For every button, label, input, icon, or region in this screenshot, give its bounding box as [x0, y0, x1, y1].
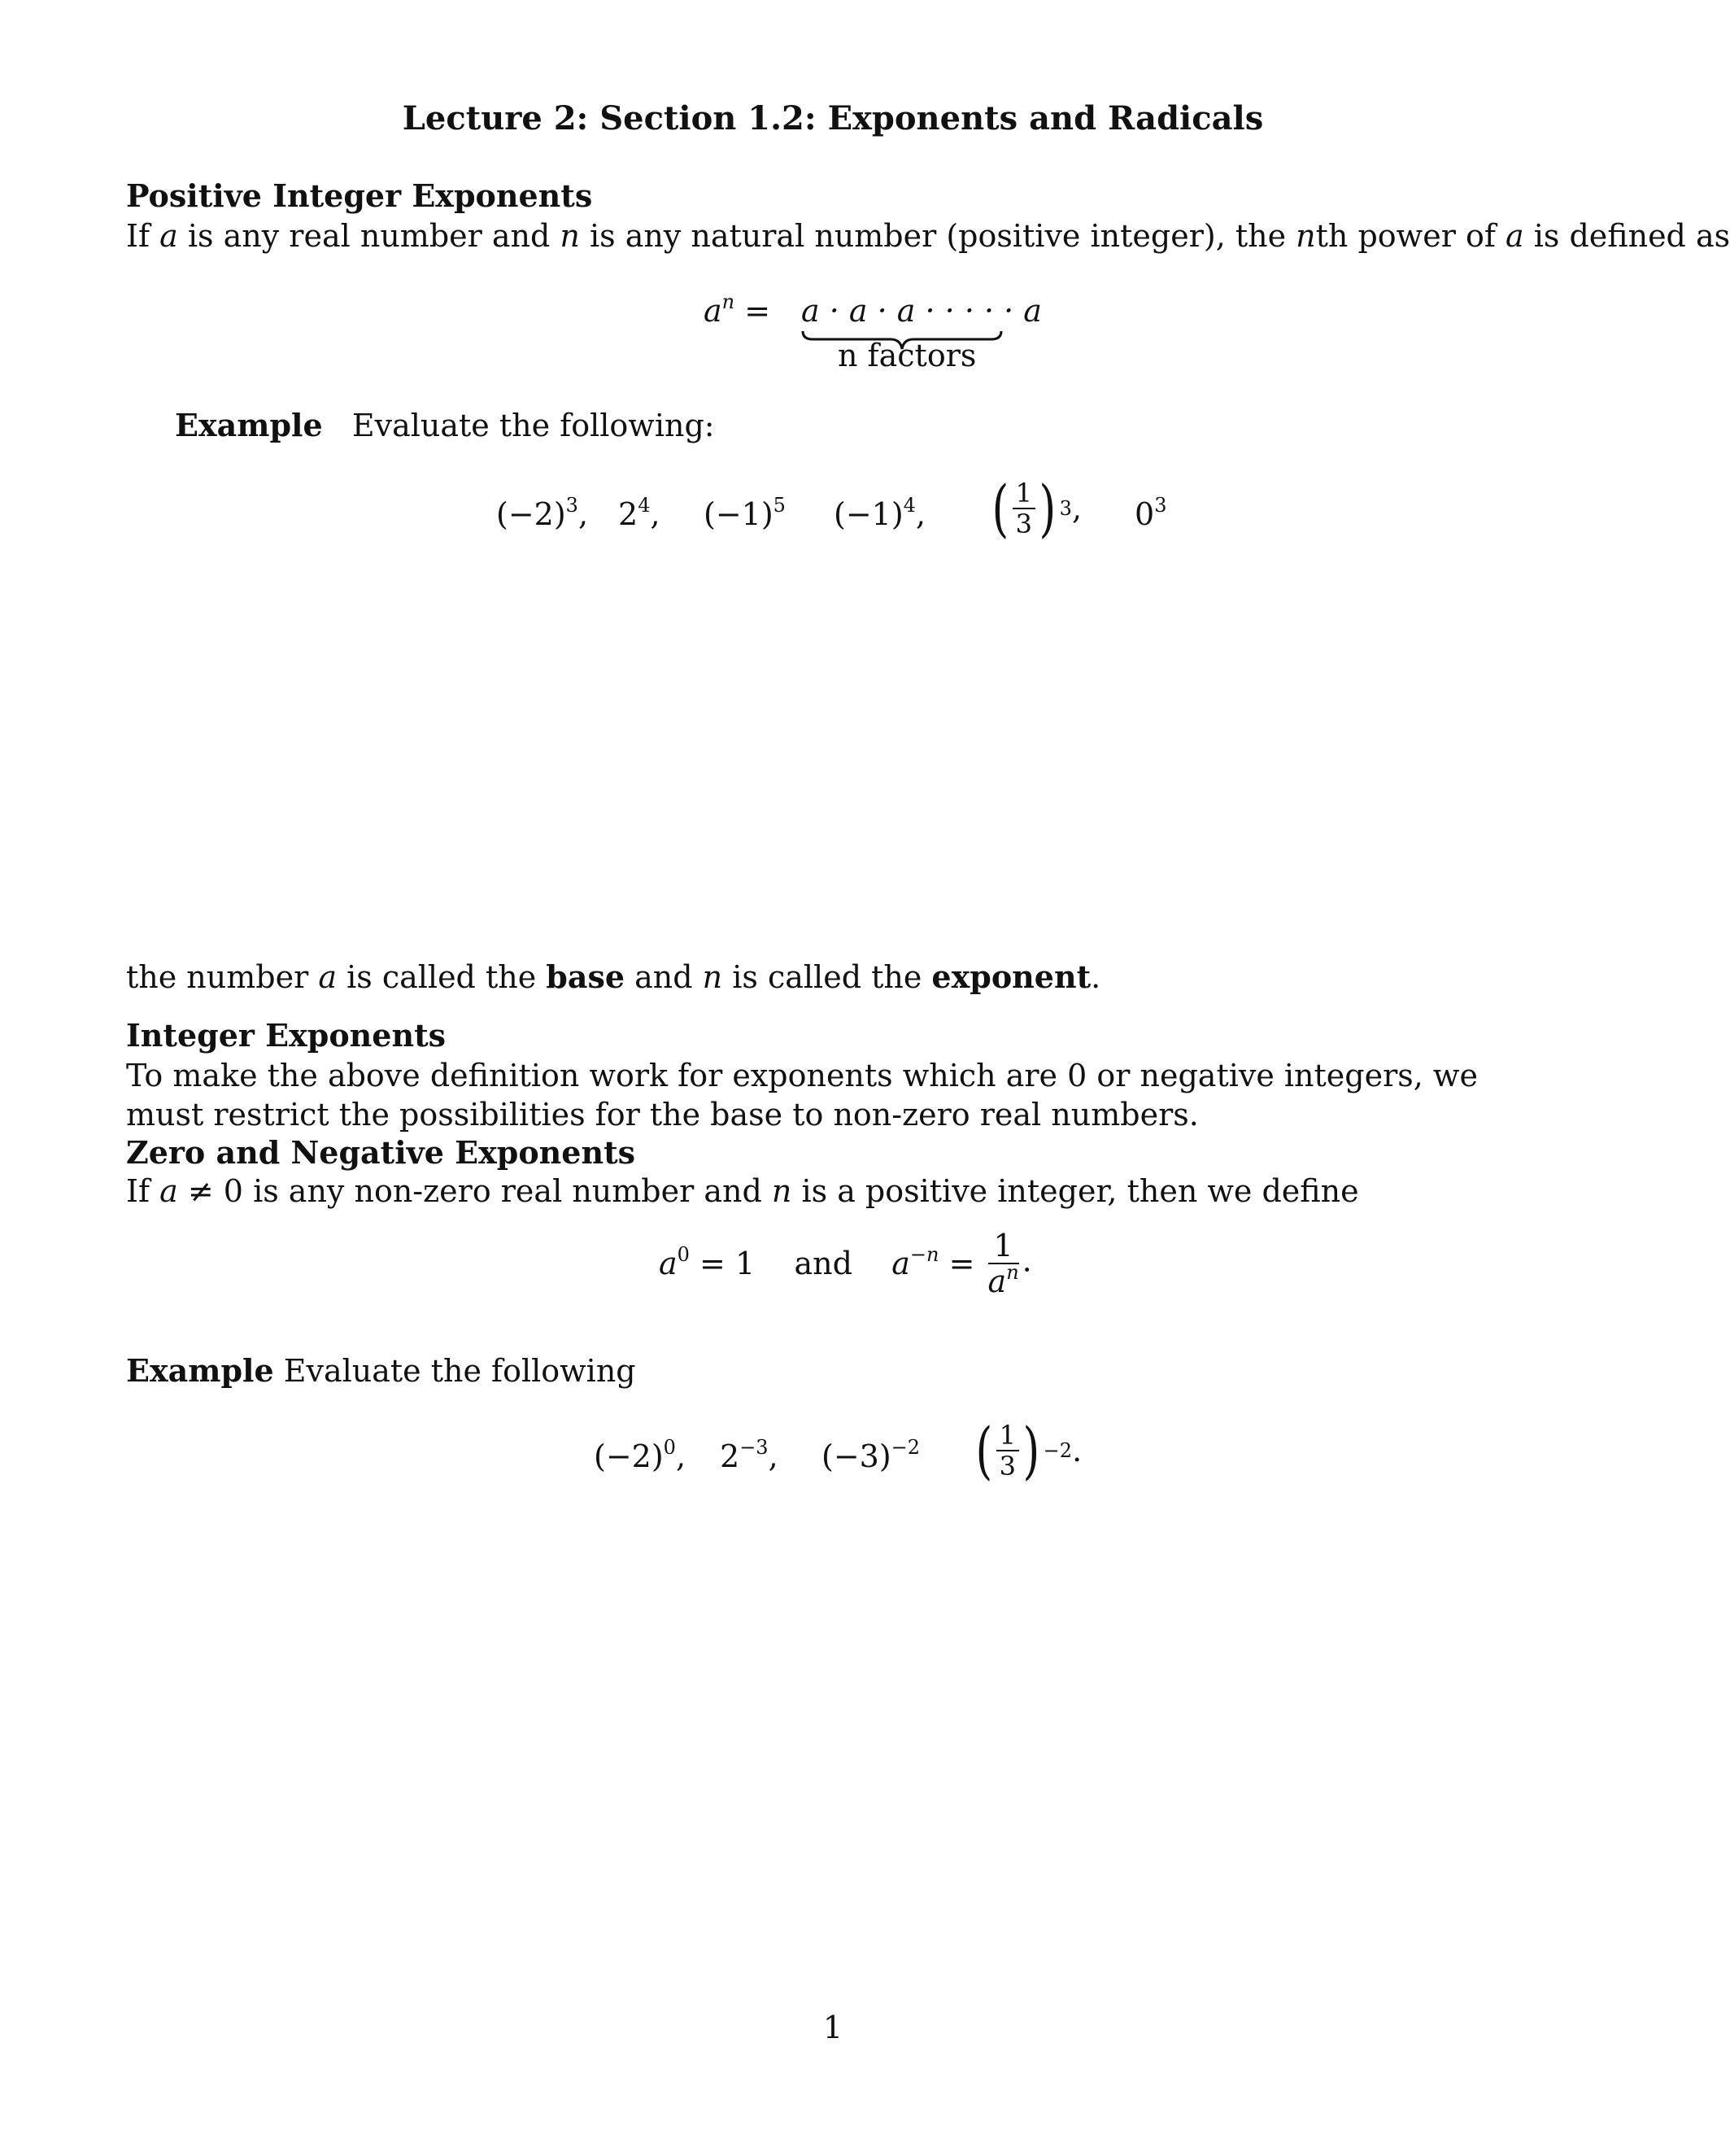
integer-exponents-text: To make the above definition work for exponents which are 0 or negative integers, we must restrict the possibilities for the base to non-zero real numbers. — [126, 1058, 1478, 1133]
power-definition-lhs: $a^n$ = — [704, 290, 771, 329]
power-definition-product: a · a · a · · · · · a — [801, 293, 1042, 329]
example-1: Example Evaluate the following: — [175, 407, 715, 443]
example-1-item: $(-1)^4$, — [834, 494, 926, 532]
example-2-fraction-item: ( $\frac{1}{3}$ ) −2 . — [975, 1414, 1083, 1486]
example-2-item: $(-3)^{-2}$ — [821, 1436, 921, 1474]
example-1-item: $(-1)^5$ — [704, 494, 786, 532]
heading-integer-exponents: Integer Exponents — [126, 1017, 447, 1054]
page-title: Lecture 2: Section 1.2: Exponents and Radicals — [402, 99, 1264, 137]
example-2-item: $(-2)^0$, — [594, 1436, 686, 1474]
base-exponent-text: the number a is called the base and n is called the exponent. — [126, 958, 1101, 995]
example-2: Example Evaluate the following — [126, 1352, 636, 1389]
zero-negative-formula: $a^0 = 1$ and $a^{-n}$ = $\frac{1}{a^n}$ . — [659, 1228, 1032, 1299]
example-1-item: $0^3$ — [1135, 494, 1167, 532]
definition-text: If a is any real number and n is any natural number (positive integer), the nth power of a is defined as — [126, 218, 1730, 254]
example-1-item: $(-2)^3$, — [496, 494, 589, 532]
example-1-fraction-item: ( $\frac{1}{3}$ ) 3 , — [991, 472, 1083, 544]
heading-zero-negative-exponents: Zero and Negative Exponents — [126, 1134, 636, 1171]
page-number: 1 — [822, 2010, 843, 2045]
example-2-item: $2^{-3}$, — [720, 1436, 778, 1474]
heading-positive-integer-exponents: Positive Integer Exponents — [126, 177, 593, 214]
example-1-item: $2^4$, — [618, 494, 660, 532]
n-factors-label: n factors — [838, 338, 977, 373]
zero-negative-definition-text: If a ≠ 0 is any non-zero real number and n is a positive integer, then we define — [126, 1173, 1359, 1209]
